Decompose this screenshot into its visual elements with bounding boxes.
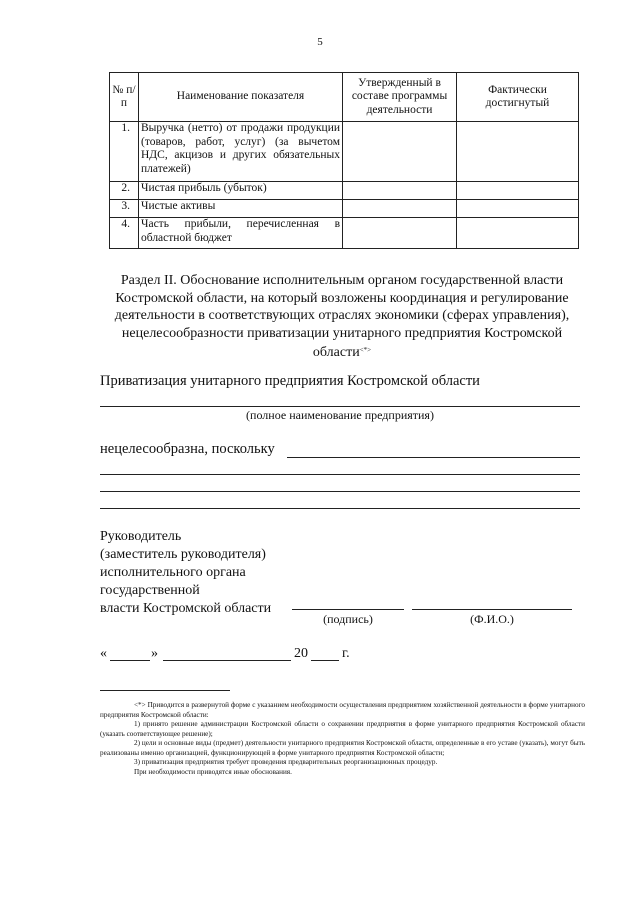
row-approved-cell[interactable] [343, 182, 457, 200]
reason-line[interactable] [100, 474, 580, 475]
row-indicator-name: Чистые активы [139, 200, 343, 218]
row-actual-cell[interactable] [457, 218, 579, 249]
indicators-table [109, 72, 579, 249]
signatory-line: власти Костромской области [100, 601, 272, 616]
date-month-line[interactable] [163, 660, 291, 661]
date-open-quote: « [100, 646, 107, 661]
date-year-prefix: 20 [294, 646, 308, 661]
row-number: 3. [110, 200, 139, 218]
enterprise-name-caption: (полное наименование предприятия) [246, 408, 434, 422]
section-title-text: Раздел II. Обоснование исполнительным органом государственной власти Костромской области, на который возложены координация и регулирование деятельности в соответствующих отраслях экономики (сферах управления), нецелесообразности приватизации унитарного предприятия Костромской области [114, 273, 570, 360]
table-row [110, 200, 579, 218]
table-row [110, 182, 579, 200]
row-number: 1. [110, 122, 139, 182]
date-day-line[interactable] [110, 660, 150, 661]
row-actual-cell[interactable] [457, 200, 579, 218]
table-header-row [110, 73, 579, 122]
reason-line[interactable] [287, 457, 580, 458]
footnote-text: 2) цели и основные виды (предмет) деятельности унитарного предприятия Костромской области, определенные в его уставе (указать), могут быть реализованы именно организацией, функционирующей в форме унитарного предприятия Костромской области; [100, 739, 585, 757]
row-number: 4. [110, 218, 139, 249]
fio-line[interactable] [412, 609, 572, 610]
reason-label: нецелесообразна, поскольку [100, 441, 275, 457]
footnote-text: 1) принято решение администрации Костромской области о сохранении предприятия в форме унитарного предприятия Костромской области (указать соответствующее решение); [100, 720, 585, 738]
footnote-text: <*> Приводится в развернутой форме с указанием необходимости осуществления предприятием хозяйственной деятельности в форме унитарного предприятия Костромской области: [100, 701, 585, 719]
signatory-line: Руководитель [100, 529, 182, 544]
signatory-line: исполнительного органа [100, 565, 246, 580]
signatory-block [100, 528, 271, 618]
page-number: 5 [317, 36, 323, 48]
row-approved-cell[interactable] [343, 218, 457, 249]
row-indicator-name: Часть прибыли, перечисленная в областной бюджет [139, 218, 343, 249]
reason-line[interactable] [100, 508, 580, 509]
signature-caption: (подпись) [323, 612, 373, 626]
fio-caption: (Ф.И.О.) [470, 612, 514, 626]
table-row [110, 122, 579, 182]
footnote-separator [100, 690, 230, 691]
row-approved-cell[interactable] [343, 200, 457, 218]
row-actual-cell[interactable] [457, 182, 579, 200]
col-header-actual: Фактически достигнутый [457, 73, 579, 122]
date-close-quote: » [151, 646, 158, 661]
row-approved-cell[interactable] [343, 122, 457, 182]
col-header-approved: Утвержденный в составе программы деятельности [343, 73, 457, 122]
row-indicator-name: Чистая прибыль (убыток) [139, 182, 343, 200]
section-title [100, 272, 584, 362]
privatization-label: Приватизация унитарного предприятия Костромской области [100, 373, 480, 389]
footnote-text: 3) приватизация предприятия требует проведения предварительных реорганизационных процедур. [134, 758, 438, 766]
signatory-line: государственной [100, 583, 200, 598]
row-indicator-name: Выручка (нетто) от продажи продукции (товаров, работ, услуг) (за вычетом НДС, акцизов и других обязательных платежей) [139, 122, 343, 182]
date-year-suffix: г. [342, 646, 350, 661]
date-year-line[interactable] [311, 660, 339, 661]
signature-line[interactable] [292, 609, 404, 610]
col-header-number: № п/п [110, 73, 139, 122]
row-number: 2. [110, 182, 139, 200]
footnote-text: При необходимости приводятся иные обоснования. [134, 767, 292, 776]
enterprise-name-line[interactable] [100, 406, 580, 407]
footnote-marker: <*> [359, 346, 372, 354]
row-actual-cell[interactable] [457, 122, 579, 182]
signatory-line: (заместитель руководителя) [100, 547, 266, 562]
col-header-indicator: Наименование показателя [139, 73, 343, 122]
table-row [110, 218, 579, 249]
reason-line[interactable] [100, 491, 580, 492]
footnotes [100, 701, 585, 777]
